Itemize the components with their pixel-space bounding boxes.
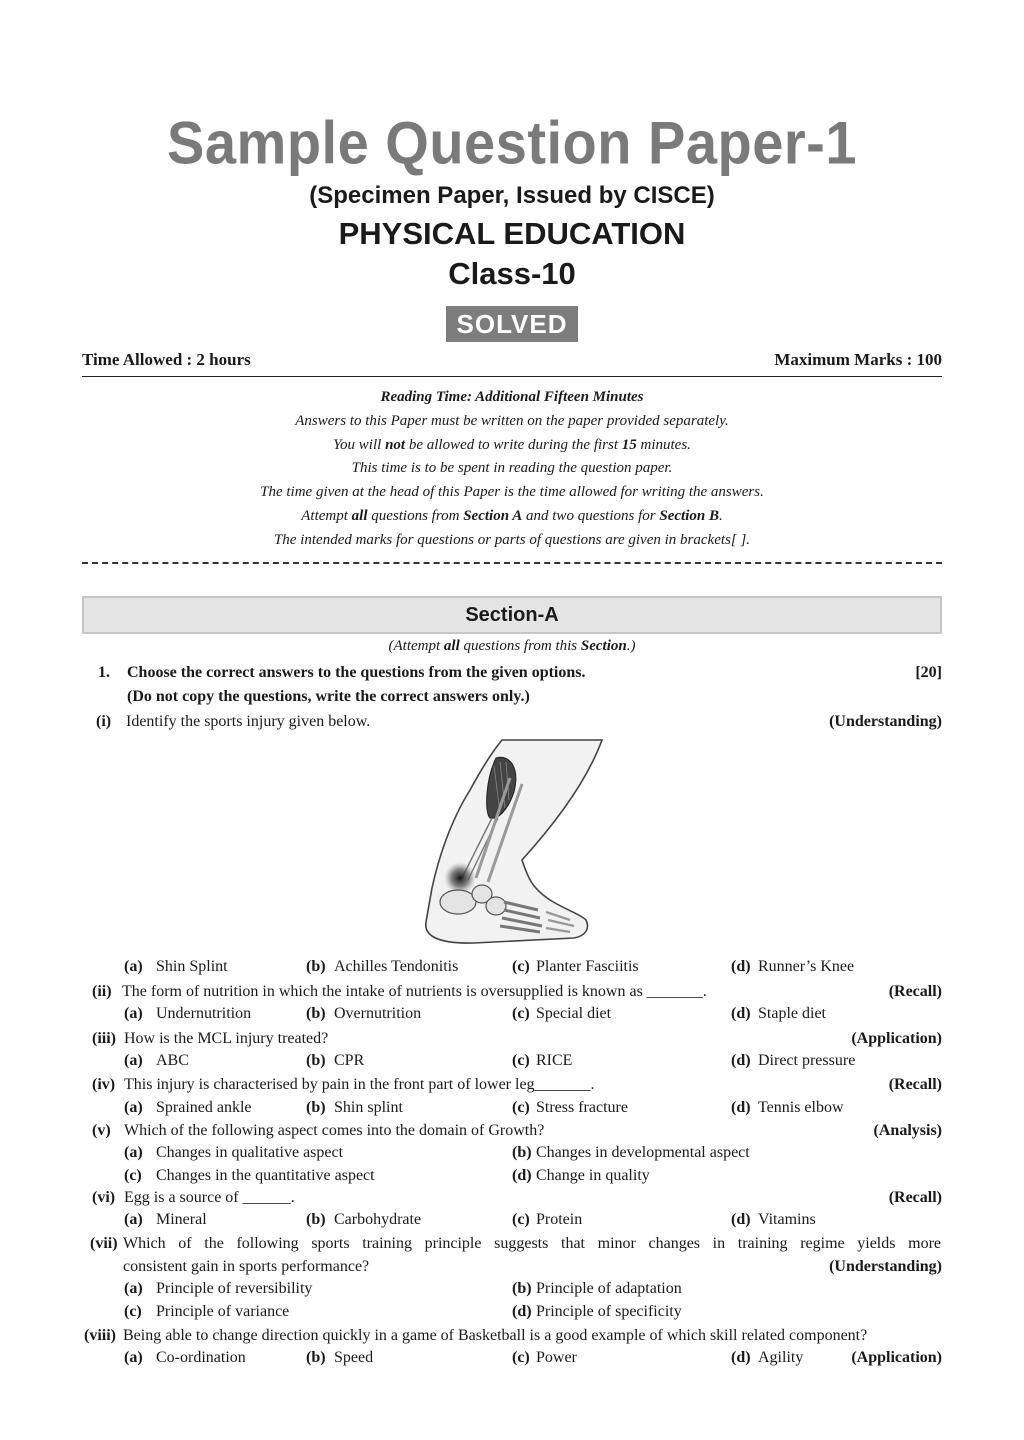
dashed-divider — [82, 562, 942, 564]
subquestion-text: Which of the following aspect comes into the domain of Growth? — [124, 1122, 545, 1139]
subquestion-number: (vi) — [92, 1189, 116, 1206]
question-tag: (Analysis) — [873, 1122, 942, 1139]
option-d: Staple diet — [758, 1005, 826, 1022]
instruction-line: Answers to this Paper must be written on the paper provided separately. — [295, 412, 729, 429]
option-b: Speed — [334, 1349, 374, 1366]
question-tag: (Understanding) — [829, 1258, 942, 1275]
question-marks: [20] — [915, 664, 942, 681]
question-text: Choose the correct answers to the questions from the given options. — [127, 664, 586, 681]
option-d: Tennis elbow — [758, 1099, 844, 1116]
option-d: Principle of specificity — [536, 1303, 682, 1320]
option-c: Special diet — [536, 1005, 612, 1022]
paper-subtitle: (Specimen Paper, Issued by CISCE) — [309, 182, 715, 209]
option-a: Changes in qualitative aspect — [156, 1144, 344, 1161]
subquestion-number: (viii) — [84, 1327, 116, 1344]
paper-title: Sample Question Paper-1 — [167, 108, 857, 177]
option-a: Undernutrition — [156, 1005, 252, 1022]
option-a: Principle of reversibility — [156, 1280, 313, 1297]
option-d: Direct pressure — [758, 1052, 856, 1069]
instructions-block — [82, 386, 942, 553]
subquestion-text: How is the MCL injury treated? — [124, 1030, 329, 1047]
question-tag: (Application) — [851, 1349, 942, 1366]
subquestion-number: (vii) — [90, 1235, 118, 1252]
instruction-line: The time given at the head of this Paper is the time allowed for writing the answers. — [260, 484, 764, 501]
time-allowed: Time Allowed : 2 hours — [82, 350, 251, 369]
question-subtext: (Do not copy the questions, write the correct answers only.) — [127, 688, 530, 705]
subquestion-number: (iii) — [92, 1030, 116, 1047]
option-a: Shin Splint — [156, 958, 228, 975]
option-d: Runner’s Knee — [758, 958, 855, 975]
instruction-line: The intended marks for questions or parts of questions are given in brackets[ ]. — [273, 531, 751, 548]
option-b: Shin splint — [334, 1099, 403, 1116]
option-a: Co-ordination — [156, 1349, 246, 1366]
subquestion-text: Egg is a source of ______. — [124, 1189, 295, 1206]
option-b: Achilles Tendonitis — [334, 958, 459, 975]
option-c: Stress fracture — [536, 1099, 628, 1116]
option-b: Principle of adaptation — [536, 1280, 682, 1297]
option-c: Principle of variance — [156, 1303, 290, 1320]
option-c: Protein — [536, 1211, 583, 1228]
option-a: Mineral — [156, 1211, 207, 1228]
option-d: Vitamins — [758, 1211, 816, 1228]
class-title: Class-10 — [448, 256, 576, 291]
subquestion-text: Identify the sports injury given below. — [126, 713, 371, 730]
solved-badge: SOLVED — [446, 306, 578, 342]
instruction-line: You will not be allowed to write during the first 15 minutes. — [333, 436, 691, 453]
question-tag: (Recall) — [888, 1076, 942, 1093]
option-c: RICE — [536, 1052, 573, 1069]
question-number: 1. — [98, 664, 110, 681]
header-rule — [82, 376, 942, 377]
question-tag: (Recall) — [888, 1189, 942, 1206]
subquestion-number: (v) — [92, 1122, 111, 1139]
option-b: Changes in developmental aspect — [536, 1144, 750, 1161]
subquestion-text: Which of the following sports training principle suggests that minor changes in training regime yields more — [123, 1235, 941, 1252]
instruction-line: Attempt all questions from Section A and two questions for Section B. — [301, 507, 723, 524]
instruction-line: This time is to be spent in reading the question paper. — [351, 460, 673, 477]
subquestion-text: This injury is characterised by pain in the front part of lower leg_______. — [124, 1076, 595, 1093]
option-b: Overnutrition — [334, 1005, 422, 1022]
option-a: ABC — [156, 1052, 189, 1069]
subquestion-number: (iv) — [92, 1076, 116, 1093]
option-d: Change in quality — [536, 1167, 650, 1184]
question-tag: (Recall) — [888, 983, 942, 1000]
option-c: Changes in the quantitative aspect — [156, 1167, 375, 1184]
section-a-header: Section-A — [82, 596, 942, 634]
option-d: Agility — [758, 1349, 804, 1366]
subquestion-text: The form of nutrition in which the intake of nutrients is oversupplied is known as _______. — [122, 983, 707, 1000]
option-c: Power — [536, 1349, 577, 1366]
subquestion-text: Being able to change direction quickly in a game of Basketball is a good example of which skill related component? — [123, 1327, 868, 1344]
subquestion-number: (i) — [96, 713, 112, 730]
subquestion-number: (ii) — [92, 983, 112, 1000]
option-a: Sprained ankle — [156, 1099, 252, 1116]
subquestion-text-continued: consistent gain in sports performance? — [123, 1258, 370, 1275]
subject-title: PHYSICAL EDUCATION — [338, 216, 686, 251]
leg-injury-illustration — [410, 738, 610, 946]
option-b: CPR — [334, 1052, 365, 1069]
option-c: Planter Fasciitis — [536, 958, 639, 975]
question-tag: (Understanding) — [829, 713, 942, 730]
question-tag: (Application) — [851, 1030, 942, 1047]
instructions-heading: Reading Time: Additional Fifteen Minutes — [380, 389, 644, 405]
maximum-marks: Maximum Marks : 100 — [774, 350, 942, 369]
option-b: Carbohydrate — [334, 1211, 422, 1228]
section-note: (Attempt all questions from this Section.) — [388, 638, 636, 654]
